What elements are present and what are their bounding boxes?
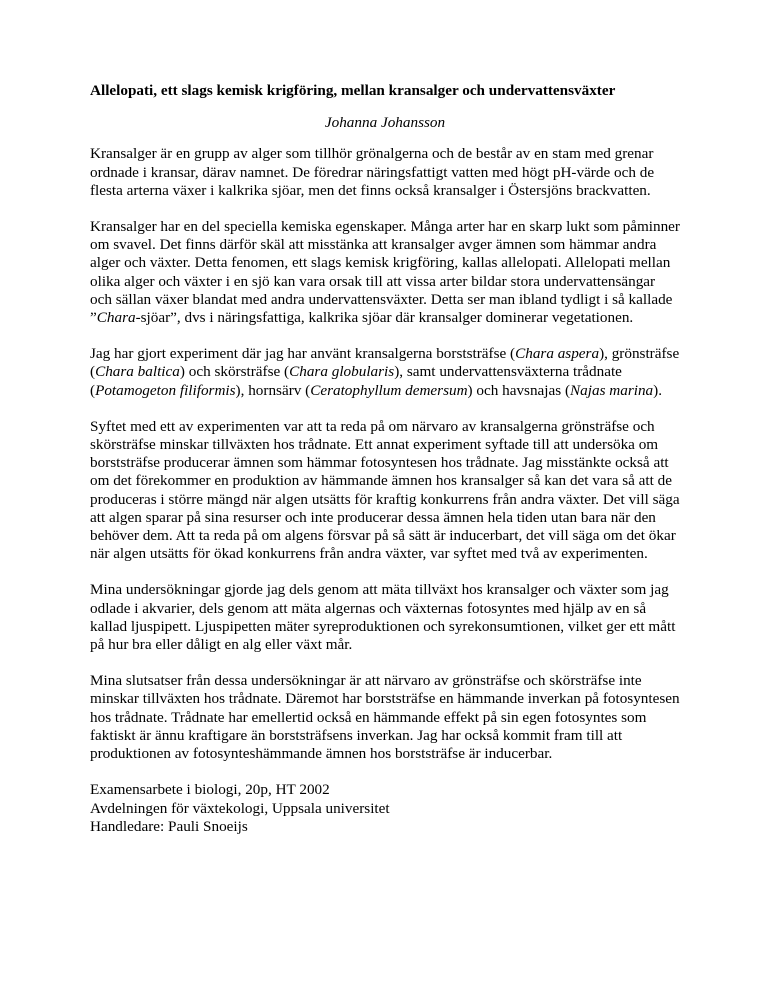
species-name: Chara baltica xyxy=(95,363,180,381)
text-run: ), grönsträfse ( xyxy=(90,345,680,381)
text-run: ) och skörsträfse ( xyxy=(179,363,290,381)
paragraph-species xyxy=(90,345,680,400)
text-run: ), hornsärv ( xyxy=(235,381,311,399)
author-name: Johanna Johansson xyxy=(324,114,446,132)
paragraph-conclusions xyxy=(90,672,680,763)
thesis-info xyxy=(90,781,680,836)
document-title: Allelopati, ett slags kemisk krigföring, mellan kransalger och undervattensväxter xyxy=(90,82,616,99)
body-text xyxy=(90,145,680,763)
supervisor-line: Handledare: Pauli Snoeijs xyxy=(90,817,248,835)
species-name: Ceratophyllum demersum xyxy=(310,381,468,399)
text-run: Kransalger är en grupp av alger som tillhör grönalgerna och de består av en stam med grenar ordnade i kransar, därav namnet. De föredrar näringsfattigt vatten med högt pH-värde och de flesta arterna växer i kalkrika sjöar, men det finns också kransalger i Östersjöns brackvatten. xyxy=(90,145,655,199)
paragraph-intro xyxy=(90,145,680,200)
department-line: Avdelningen för växtekologi, Uppsala universitet xyxy=(90,799,390,817)
species-name: Chara aspera xyxy=(515,345,600,363)
text-run: Mina undersökningar gjorde jag dels genom att mäta tillväxt hos kransalger och växter som jag odlade i akvarier, dels genom att mäta algernas och växternas fotosyntes med hjälp av en så kallad ljuspipett. Ljuspipetten mäter syreproduktionen och syrekonsumtionen, vilket ger ett mått på hur bra eller dåligt en alg eller växt mår. xyxy=(90,581,676,654)
thesis-line: Examensarbete i biologi, 20p, HT 2002 xyxy=(90,781,330,799)
paragraph-methods xyxy=(90,581,680,654)
species-name: Najas marina xyxy=(570,381,654,399)
text-run: ) och havsnajas ( xyxy=(467,381,571,399)
text-run: ). xyxy=(653,381,663,399)
paragraph-chemistry xyxy=(90,218,680,327)
text-run: ), samt undervattensväxterna trådnate ( xyxy=(90,363,622,399)
species-name: Chara globularis xyxy=(289,363,395,381)
text-run: -sjöar”, dvs i näringsfattiga, kalkrika sjöar där kransalger dominerar vegetationen. xyxy=(135,309,634,327)
text-run: Syftet med ett av experimenten var att ta reda på om närvaro av kransalgerna grönsträfse och skörsträfse minskar tillväxten hos trådnate. Ett annat experiment syftade till att undersöka om borststräfse producerar ämnen som hämmar fotosyntesen hos trådnate. Jag misstänkte också att om det förekommer en produktion av hämmande ämnen hos kransalger så kan det vara så att de produceras i större mängd när algen utsätts för kraftig konkurrens från andra växter. Det vill säga att algen sparar på sina resurser och inte producerar dessa ämnen hela tiden utan bara när den behöver dem. Att ta reda på om algens försvar på så sätt är inducerbart, det vill säga om det ökar när algen utsätts för ökad konkurrens från andra växter, var syftet med två av experimenten. xyxy=(90,417,680,563)
paragraph-aim xyxy=(90,418,680,564)
species-name: Potamogeton filiformis xyxy=(95,381,236,399)
text-run: Kransalger har en del speciella kemiska egenskaper. Många arter har en skarp lukt som påminner om svavel. Det finns därför skäl att misstänka att kransalger avger ämnen som hämmar andra alger och växter. Detta fenomen, ett slags kemisk krigföring, kallas allelopati. Allelopati mellan olika alger och växter i en sjö kan vara orsak till att vissa arter bildar stora undervattensängar och sällan växer blandat med andra undervattensväxter. Detta ser man ibland tydligt i så kallade ” xyxy=(90,218,680,327)
text-run: Mina slutsatser från dessa undersökningar är att närvaro av grönsträfse och skörsträfse inte minskar tillväxten hos trådnate. Däremot har borststräfse en hämmande inverkan på fotosyntesen hos trådnate. Trådnate har emellertid också en hämmande effekt på sin egen fotosyntes som faktiskt är ännu kraftigare än borststräfsens inverkan. Jag har också kommit fram till att produktionen av fotosynteshämmande ämnen hos borststräfse är inducerbar. xyxy=(90,672,680,763)
text-run: Jag har gjort experiment där jag har använt kransalgerna borststräfse ( xyxy=(90,345,516,363)
species-name: Chara xyxy=(96,309,136,327)
document-page xyxy=(90,82,680,836)
